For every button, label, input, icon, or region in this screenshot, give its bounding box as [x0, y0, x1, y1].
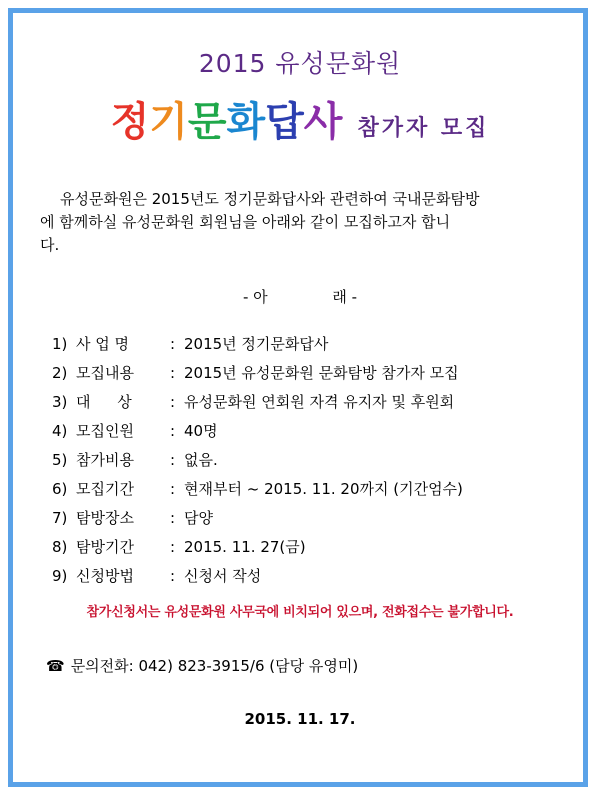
item-value: 없음.	[184, 451, 218, 469]
item-label: 신청방법	[76, 567, 134, 585]
phone-icon: ☎	[46, 657, 65, 675]
intro-line: 에 함께하실 유성문화원 회원님을 아래와 같이 모집하고자 합니	[40, 213, 451, 231]
item-number: 1)	[52, 335, 68, 353]
item-number: 9)	[52, 567, 68, 585]
list-item: 6) 모집기간 : 현재부터 ~ 2015. 11. 20까지 (기간엄수)	[52, 475, 463, 504]
item-value: 2015. 11. 27(금)	[184, 538, 306, 556]
intro-line: 유성문화원은 2015년도 정기문화답사와 관련하여 국내문화탐방	[60, 190, 480, 208]
item-number: 3)	[52, 393, 68, 411]
item-value: 담양	[184, 509, 213, 527]
separator-left: - 아	[242, 288, 268, 306]
item-label: 대 상	[76, 393, 132, 411]
item-label: 모집내용	[76, 364, 134, 382]
headline-char-5: 답	[265, 99, 304, 145]
item-number: 5)	[52, 451, 68, 469]
item-label: 참가비용	[76, 451, 134, 469]
section-separator	[0, 286, 600, 307]
intro-paragraph	[40, 188, 562, 257]
intro-line: 다.	[40, 236, 60, 254]
item-label: 탐방기간	[76, 538, 134, 556]
separator-right: 래 -	[332, 288, 358, 306]
details-list	[52, 330, 463, 591]
contact-text: 문의전화: 042) 823-3915/6 (담당 유영미)	[70, 657, 359, 675]
item-label: 모집인원	[76, 422, 134, 440]
item-value: 유성문화원 연회원 자격 유지자 및 후원회	[184, 393, 455, 411]
item-value: 2015년 정기문화답사	[184, 335, 329, 353]
item-number: 2)	[52, 364, 68, 382]
item-number: 7)	[52, 509, 68, 527]
item-number: 4)	[52, 422, 68, 440]
item-label: 사 업 명	[76, 335, 130, 353]
list-item: 2) 모집내용 : 2015년 유성문화원 문화탐방 참가자 모집	[52, 359, 463, 388]
item-label: 탐방장소	[76, 509, 134, 527]
headline-rest: 참가자 모집	[357, 116, 490, 141]
list-item: 8) 탐방기간 : 2015. 11. 27(금)	[52, 533, 463, 562]
item-label: 모집기간	[76, 480, 134, 498]
item-value: 신청서 작성	[184, 567, 262, 585]
headline	[0, 90, 600, 147]
headline-char-4: 화	[226, 99, 266, 145]
notice-text: 참가신청서는 유성문화원 사무국에 비치되어 있으며, 전화접수는 불가합니다.	[86, 605, 514, 620]
contact-line	[46, 655, 358, 676]
list-item: 7) 탐방장소 : 담양	[52, 504, 463, 533]
item-value: 현재부터 ~ 2015. 11. 20까지 (기간엄수)	[184, 480, 463, 498]
headline-char-6: 사	[303, 99, 343, 145]
item-number: 8)	[52, 538, 68, 556]
headline-char-3: 문	[187, 99, 227, 145]
headline-char-1: 정	[110, 99, 150, 145]
item-value: 2015년 유성문화원 문화탐방 참가자 모집	[184, 364, 459, 382]
list-item: 5) 참가비용 : 없음.	[52, 446, 463, 475]
list-item: 3) 대 상 : 유성문화원 연회원 자격 유지자 및 후원회	[52, 388, 463, 417]
headline-char-2: 기	[149, 99, 188, 145]
list-item: 9) 신청방법 : 신청서 작성	[52, 562, 463, 591]
title-year: 2015 유성문화원	[198, 49, 402, 78]
document-date: 2015. 11. 17.	[244, 710, 356, 728]
list-item: 4) 모집인원 : 40명	[52, 417, 463, 446]
list-item: 1) 사 업 명 : 2015년 정기문화답사	[52, 330, 463, 359]
item-value: 40명	[184, 422, 218, 440]
item-number: 6)	[52, 480, 68, 498]
